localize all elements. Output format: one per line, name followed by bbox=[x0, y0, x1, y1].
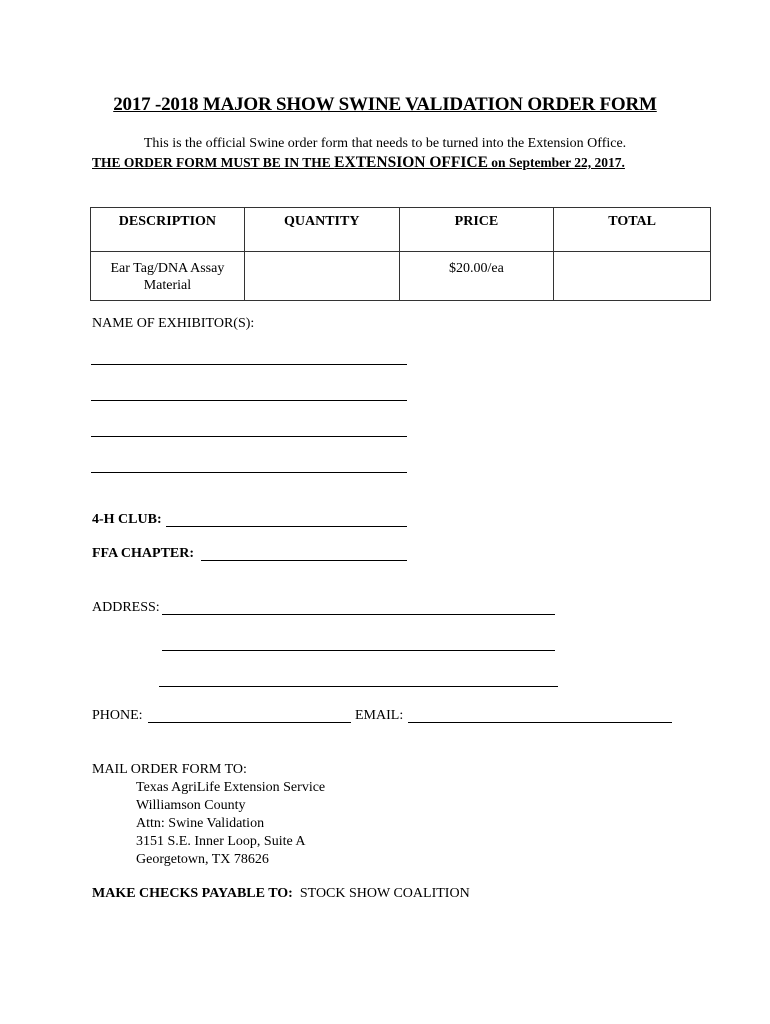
deadline-part2: EXTENSION bbox=[334, 154, 426, 171]
form-title: 2017 -2018 MAJOR SHOW SWINE VALIDATION ORDER FORM bbox=[113, 94, 657, 115]
exhibitor-line-1[interactable] bbox=[91, 364, 407, 365]
deadline-notice bbox=[92, 154, 625, 172]
cell-description: Ear Tag/DNA Assay Material bbox=[91, 252, 245, 301]
mail-line: 3151 S.E. Inner Loop, Suite A bbox=[136, 834, 306, 849]
payable-label: MAKE CHECKS PAYABLE TO: bbox=[92, 886, 293, 901]
club-label: 4-H CLUB: bbox=[92, 512, 162, 527]
chapter-line[interactable] bbox=[201, 560, 407, 561]
cell-quantity[interactable] bbox=[244, 252, 399, 301]
mail-line: Attn: Swine Validation bbox=[136, 816, 265, 831]
payable-block bbox=[92, 886, 470, 902]
order-table bbox=[90, 207, 711, 301]
exhibitor-line-4[interactable] bbox=[91, 472, 407, 473]
exhibitor-line-3[interactable] bbox=[91, 436, 407, 437]
header-description: DESCRIPTION bbox=[91, 208, 245, 252]
intro-text: This is the official Swine order form that needs to be turned into the Extension Office. bbox=[143, 136, 627, 151]
phone-line[interactable] bbox=[148, 722, 351, 723]
header-price: PRICE bbox=[399, 208, 554, 252]
club-line[interactable] bbox=[166, 526, 407, 527]
table-header-row bbox=[91, 208, 711, 252]
exhibitors-label: NAME OF EXHIBITOR(S): bbox=[92, 316, 255, 331]
table-row bbox=[91, 252, 711, 301]
payable-value: STOCK SHOW COALITION bbox=[299, 886, 470, 901]
address-line-3[interactable] bbox=[159, 686, 558, 687]
mail-line: Texas AgriLife Extension Service bbox=[136, 780, 326, 795]
email-label: EMAIL: bbox=[355, 708, 404, 723]
header-total: TOTAL bbox=[554, 208, 711, 252]
deadline-date: September 22, 2017. bbox=[508, 155, 625, 170]
exhibitor-line-2[interactable] bbox=[91, 400, 407, 401]
address-line-1[interactable] bbox=[162, 614, 555, 615]
cell-price: $20.00/ea bbox=[399, 252, 554, 301]
mail-line: Georgetown, TX 78626 bbox=[136, 852, 269, 867]
deadline-part4: on bbox=[487, 155, 509, 170]
address-line-2[interactable] bbox=[162, 650, 555, 651]
deadline-part3: OFFICE bbox=[425, 154, 488, 171]
header-quantity: QUANTITY bbox=[244, 208, 399, 252]
email-line[interactable] bbox=[408, 722, 672, 723]
mail-heading: MAIL ORDER FORM TO: bbox=[92, 762, 247, 777]
deadline-part1: THE ORDER FORM MUST BE IN THE bbox=[92, 155, 335, 170]
chapter-label: FFA CHAPTER: bbox=[92, 546, 195, 561]
mail-block bbox=[92, 761, 325, 869]
phone-label: PHONE: bbox=[92, 708, 143, 723]
address-label: ADDRESS: bbox=[92, 600, 160, 615]
cell-total[interactable] bbox=[554, 252, 711, 301]
mail-line: Williamson County bbox=[136, 798, 246, 813]
